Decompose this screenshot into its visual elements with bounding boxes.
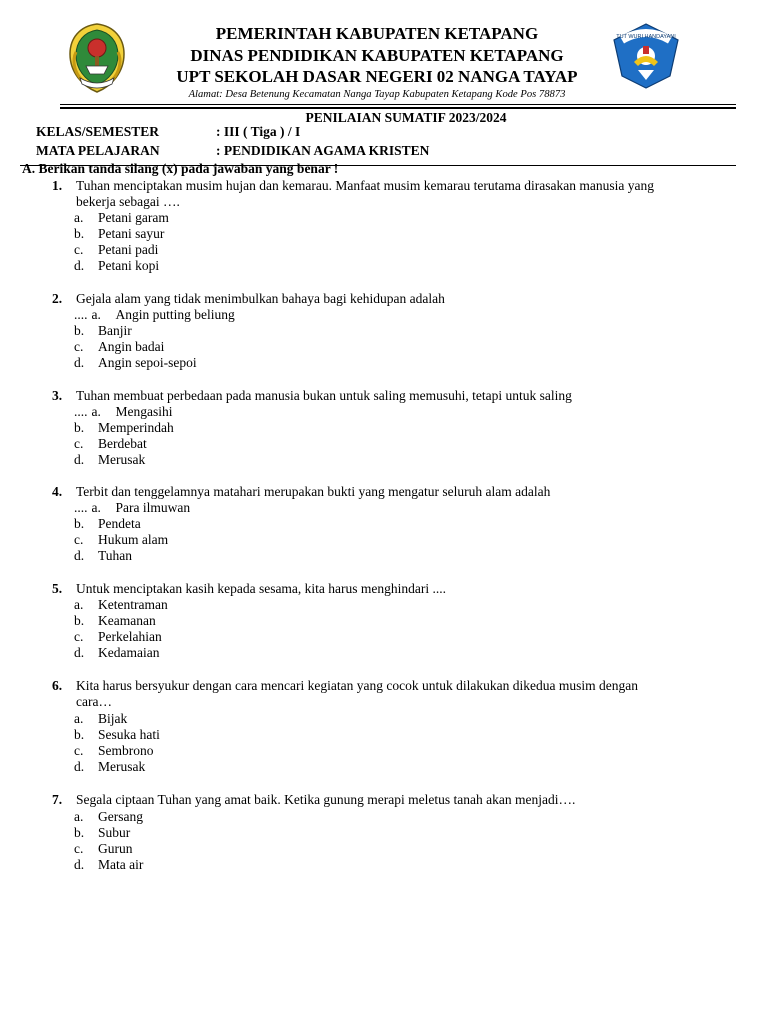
option-letter: a. (91, 307, 101, 322)
question-number: 2. (52, 291, 63, 306)
option-text: Petani padi (98, 242, 159, 257)
header-department: DINAS PENDIDIKAN KABUPATEN KETAPANG (190, 46, 564, 65)
answer-option[interactable] (74, 355, 197, 371)
answer-blank: .... (74, 404, 88, 419)
option-letter: c. (74, 242, 84, 257)
option-letter: c. (74, 436, 84, 451)
option-letter: b. (74, 825, 85, 840)
emblem-motto: TUT WURI HANDAYANI (616, 34, 676, 40)
header-divider-thick (60, 107, 736, 109)
answer-option[interactable] (74, 532, 168, 548)
answer-option[interactable] (74, 452, 145, 468)
class-semester-row (36, 124, 300, 140)
option-text: Sesuka hati (98, 727, 160, 742)
option-text: Angin badai (98, 339, 165, 354)
option-text: Para ilmuwan (115, 500, 191, 515)
option-letter: d. (74, 452, 85, 467)
question-stem-continuation: bekerja sebagai …. (76, 194, 180, 210)
option-letter: b. (74, 727, 85, 742)
option-text: Subur (98, 825, 131, 840)
class-semester-value: : III ( Tiga ) / I (216, 124, 301, 139)
option-text: Petani kopi (98, 258, 160, 273)
option-text: Kedamaian (98, 645, 160, 660)
subject-value: : PENDIDIKAN AGAMA KRISTEN (216, 143, 430, 158)
answer-blank: .... (74, 500, 88, 515)
question-number: 1. (52, 178, 63, 193)
question-stem (76, 484, 736, 500)
question-stem-text: Terbit dan tenggelamnya matahari merupakan bukti yang mengatur seluruh alam adalah (76, 484, 551, 499)
answer-option[interactable] (74, 645, 159, 661)
answer-option[interactable] (74, 258, 159, 274)
answer-option[interactable] (74, 857, 143, 873)
question-number: 3. (52, 388, 63, 403)
answer-option[interactable] (74, 242, 158, 258)
question-stem-text: Kita harus bersyukur dengan cara mencari kegiatan yang cocok untuk dilakukan dikedua musim dengan (76, 678, 638, 693)
question-number: 5. (52, 581, 63, 596)
answer-option[interactable] (74, 759, 145, 775)
answer-option[interactable] (74, 323, 132, 339)
answer-option[interactable] (74, 743, 154, 759)
answer-option[interactable] (74, 613, 156, 629)
option-text: Mengasihi (115, 404, 173, 419)
option-letter: d. (74, 645, 85, 660)
option-text: Sembrono (98, 743, 154, 758)
option-text: Perkelahian (98, 629, 162, 644)
question-number: 6. (52, 678, 63, 693)
question-stem-text: Untuk menciptakan kasih kepada sesama, kita harus menghindari .... (76, 581, 447, 596)
option-letter: a. (74, 711, 84, 726)
header-school: UPT SEKOLAH DASAR NEGERI 02 NANGA TAYAP (176, 67, 578, 86)
answer-option[interactable] (74, 210, 169, 226)
header-government: PEMERINTAH KABUPATEN KETAPANG (215, 24, 539, 43)
option-letter: a. (74, 809, 84, 824)
option-letter: d. (74, 759, 85, 774)
subject-label: MATA PELAJARAN (36, 143, 160, 158)
question-stem (76, 178, 736, 210)
answer-option[interactable] (74, 307, 235, 323)
option-letter: a. (74, 210, 84, 225)
ketapang-regency-emblem-icon (62, 22, 132, 94)
question-stem (76, 678, 736, 710)
answer-option[interactable] (74, 809, 143, 825)
option-text: Ketentraman (98, 597, 168, 612)
exam-title: PENILAIAN SUMATIF 2023/2024 (305, 110, 507, 125)
option-text: Merusak (98, 759, 146, 774)
answer-option[interactable] (74, 629, 162, 645)
section-instruction: A. Berikan tanda silang (x) pada jawaban yang benar ! (22, 161, 339, 176)
answer-option[interactable] (74, 841, 133, 857)
option-letter: c. (74, 841, 84, 856)
answer-option[interactable] (74, 339, 164, 355)
question-stem (76, 291, 736, 307)
option-letter: c. (74, 743, 84, 758)
answer-option[interactable] (74, 548, 132, 564)
question-stem (76, 792, 736, 808)
option-text: Hukum alam (98, 532, 169, 547)
question-stem-text: Tuhan menciptakan musim hujan dan kemarau. Manfaat musim kemarau terutama dirasakan manusia yang (76, 178, 654, 193)
option-letter: b. (74, 420, 85, 435)
header-address: Alamat: Desa Betenung Kecamatan Nanga Tayap Kabupaten Ketapang Kode Pos 78873 (188, 89, 566, 100)
answer-option[interactable] (74, 711, 127, 727)
option-text: Petani garam (98, 210, 169, 225)
option-letter: b. (74, 613, 85, 628)
tut-wuri-handayani-emblem-icon (608, 22, 684, 90)
answer-option[interactable] (74, 436, 147, 452)
option-text: Tuhan (98, 548, 133, 563)
option-text: Petani sayur (98, 226, 165, 241)
option-letter: b. (74, 516, 85, 531)
answer-blank: .... (74, 307, 88, 322)
question-number: 7. (52, 792, 63, 807)
option-letter: d. (74, 355, 85, 370)
subject-row (36, 143, 429, 159)
option-text: Merusak (98, 452, 146, 467)
option-letter: c. (74, 532, 84, 547)
option-letter: a. (91, 500, 101, 515)
option-text: Mata air (98, 857, 144, 872)
question-stem-continuation: cara… (76, 694, 112, 710)
option-letter: c. (74, 339, 84, 354)
option-text: Angin putting beliung (115, 307, 235, 322)
question-stem-text: Segala ciptaan Tuhan yang amat baik. Ketika gunung merapi meletus tanah akan menjadi…. (76, 792, 576, 807)
option-text: Pendeta (98, 516, 141, 531)
answer-option[interactable] (74, 420, 174, 436)
option-text: Bijak (98, 711, 128, 726)
question-stem (76, 388, 736, 404)
answer-option[interactable] (74, 825, 130, 841)
answer-option[interactable] (74, 500, 190, 516)
option-letter: d. (74, 857, 85, 872)
option-text: Berdebat (98, 436, 147, 451)
option-text: Banjir (98, 323, 132, 338)
option-text: Keamanan (98, 613, 156, 628)
question-stem-text: Tuhan membuat perbedaan pada manusia bukan untuk saling memusuhi, tetapi untuk saling (76, 388, 572, 403)
question-stem (76, 581, 736, 597)
option-text: Memperindah (98, 420, 174, 435)
option-text: Gurun (98, 841, 133, 856)
option-letter: c. (74, 629, 84, 644)
option-text: Gersang (98, 809, 143, 824)
option-letter: a. (74, 597, 84, 612)
answer-option[interactable] (74, 727, 160, 743)
option-text: Angin sepoi-sepoi (98, 355, 197, 370)
question-stem-text: Gejala alam yang tidak menimbulkan bahaya bagi kehidupan adalah (76, 291, 445, 306)
answer-option[interactable] (74, 597, 168, 613)
answer-option[interactable] (74, 516, 141, 532)
header-divider-thin (60, 104, 736, 105)
option-letter: d. (74, 258, 85, 273)
option-letter: b. (74, 323, 85, 338)
answer-option[interactable] (74, 226, 164, 242)
answer-option[interactable] (74, 404, 173, 420)
question-number: 4. (52, 484, 63, 499)
option-letter: b. (74, 226, 85, 241)
option-letter: d. (74, 548, 85, 563)
option-letter: a. (91, 404, 101, 419)
class-semester-label: KELAS/SEMESTER (36, 124, 160, 139)
